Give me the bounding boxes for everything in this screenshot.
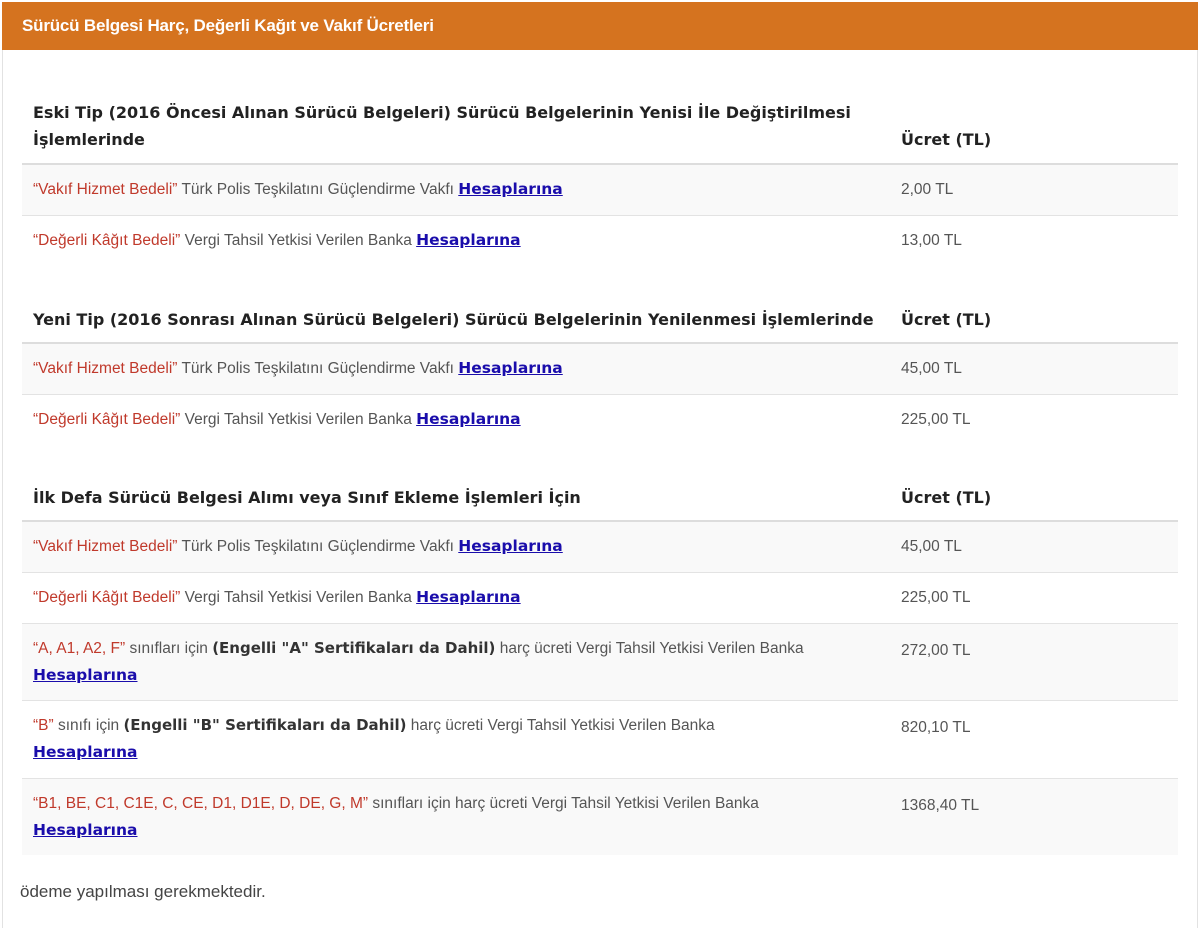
fee-price: 2,00 TL xyxy=(890,164,1178,215)
fee-text-tail: harç ücreti Vergi Tahsil Yetkisi Verilen Banka xyxy=(495,639,804,657)
fee-description xyxy=(22,623,890,700)
price-column-header: Ücret (TL) xyxy=(890,475,1178,521)
fee-table-old-type xyxy=(22,92,1178,266)
fee-text: sınıfları için xyxy=(125,639,213,657)
table-row xyxy=(22,343,1178,394)
accounts-link[interactable]: Hesaplarına xyxy=(416,231,521,250)
accounts-link[interactable]: Hesaplarına xyxy=(416,588,521,606)
table-header-row xyxy=(22,297,1178,343)
fee-note: (Engelli "A" Sertifikaları da Dahil) xyxy=(212,638,496,657)
accounts-link[interactable]: Hesaplarına xyxy=(458,359,563,378)
fee-text: Vergi Tahsil Yetkisi Verilen Banka xyxy=(180,232,417,250)
fee-name: “Değerli Kâğıt Bedeli” xyxy=(33,411,181,429)
fee-name: “Vakıf Hizmet Bedeli” xyxy=(33,360,178,378)
accounts-link[interactable]: Hesaplarına xyxy=(458,537,563,556)
fee-text: Türk Polis Teşkilatını Güçlendirme Vakfı xyxy=(177,538,459,556)
section-heading: Eski Tip (2016 Öncesi Alınan Sürücü Belgeleri) Sürücü Belgelerinin Yenisi İle Değiştirilmesi İşlemlerinde xyxy=(22,92,890,164)
fee-description xyxy=(22,394,890,445)
header-title: Sürücü Belgesi Harç, Değerli Kağıt ve Vakıf Ücretleri xyxy=(22,16,434,35)
fee-description xyxy=(22,521,890,572)
accounts-link[interactable]: Hesaplarına xyxy=(33,743,138,761)
accounts-link[interactable]: Hesaplarına xyxy=(33,820,138,839)
fee-description xyxy=(22,572,890,623)
fee-description xyxy=(22,164,890,215)
payment-note: ödeme yapılması gerekmektedir. xyxy=(20,882,266,901)
fee-text: Vergi Tahsil Yetkisi Verilen Banka xyxy=(180,411,417,429)
fee-price: 1368,40 TL xyxy=(890,778,1178,855)
fee-price: 45,00 TL xyxy=(890,343,1178,394)
section-heading: İlk Defa Sürücü Belgesi Alımı veya Sınıf Ekleme İşlemleri İçin xyxy=(22,475,890,521)
table-row xyxy=(22,521,1178,572)
fee-description xyxy=(22,778,890,855)
fee-name: “Değerli Kâğıt Bedeli” xyxy=(33,232,181,250)
price-column-header: Ücret (TL) xyxy=(890,297,1178,343)
fee-price: 225,00 TL xyxy=(890,572,1178,623)
fee-text: Türk Polis Teşkilatını Güçlendirme Vakfı xyxy=(177,360,459,378)
fee-note: (Engelli "B" Sertifikaları da Dahil) xyxy=(123,716,407,734)
fee-text: sınıfı için xyxy=(53,717,124,734)
fee-text-tail: harç ücreti Vergi Tahsil Yetkisi Verilen Banka xyxy=(406,717,715,734)
table-row xyxy=(22,215,1178,266)
price-column-header: Ücret (TL) xyxy=(890,92,1178,164)
fee-name: “B” xyxy=(33,717,54,734)
fee-price: 272,00 TL xyxy=(890,623,1178,700)
fee-description xyxy=(22,343,890,394)
table-row xyxy=(22,164,1178,215)
table-row xyxy=(22,572,1178,623)
fee-text: sınıfları için harç ücreti Vergi Tahsil Yetkisi Verilen Banka xyxy=(368,794,759,812)
section-heading: Yeni Tip (2016 Sonrası Alınan Sürücü Belgeleri) Sürücü Belgelerinin Yenilenmesi İşlemlerinde xyxy=(22,297,890,343)
table-row xyxy=(22,700,1178,778)
accounts-link[interactable]: Hesaplarına xyxy=(33,665,138,684)
table-header-row xyxy=(22,475,1178,521)
fee-price: 45,00 TL xyxy=(890,521,1178,572)
fee-name: “B1, BE, C1, C1E, C, CE, D1, D1E, D, DE, G, M” xyxy=(33,794,369,812)
table-row xyxy=(22,778,1178,855)
fee-description xyxy=(22,700,890,778)
fee-name: “A, A1, A2, F” xyxy=(33,639,126,657)
table-row xyxy=(22,394,1178,445)
fee-price: 225,00 TL xyxy=(890,394,1178,445)
fee-price: 820,10 TL xyxy=(890,700,1178,778)
fee-name: “Vakıf Hizmet Bedeli” xyxy=(33,181,178,199)
accounts-link[interactable]: Hesaplarına xyxy=(416,410,521,429)
table-row xyxy=(22,623,1178,700)
fee-table-new-type xyxy=(22,297,1178,445)
table-header-row xyxy=(22,92,1178,164)
fee-name: “Değerli Kâğıt Bedeli” xyxy=(33,589,181,606)
fee-name: “Vakıf Hizmet Bedeli” xyxy=(33,538,178,556)
fee-text: Türk Polis Teşkilatını Güçlendirme Vakfı xyxy=(177,181,459,199)
fee-text: Vergi Tahsil Yetkisi Verilen Banka xyxy=(180,589,417,606)
fee-description xyxy=(22,215,890,266)
fee-table-first-issue xyxy=(22,475,1178,855)
accounts-link[interactable]: Hesaplarına xyxy=(458,180,563,199)
fee-price: 13,00 TL xyxy=(890,215,1178,266)
section-header-bar xyxy=(2,2,1198,50)
